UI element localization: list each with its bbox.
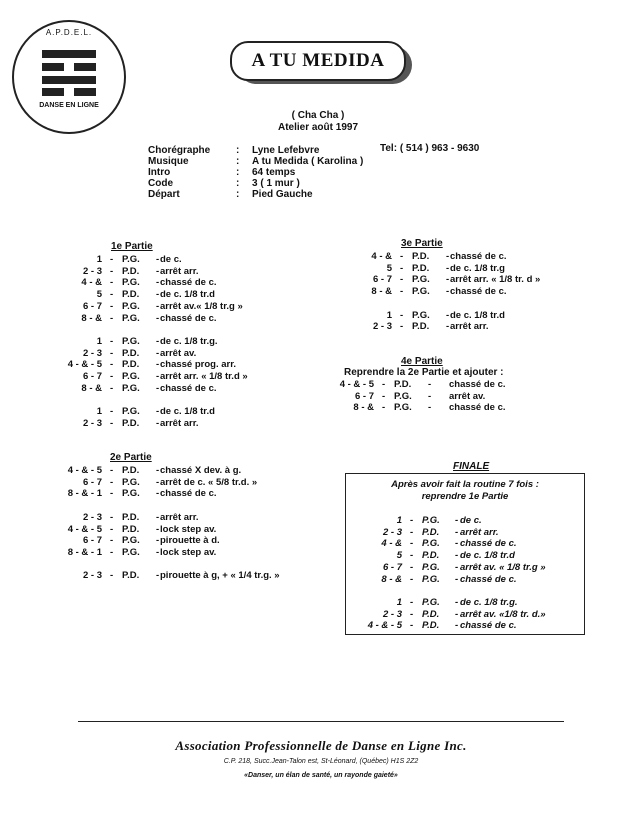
step-dash: - — [156, 289, 160, 301]
step-row — [312, 379, 572, 391]
step-row — [320, 515, 580, 527]
step-dash: - — [446, 321, 450, 333]
step-description: arrêt arr. — [450, 321, 489, 333]
step-dash: - — [156, 417, 160, 429]
step-row — [40, 371, 300, 383]
step-row — [330, 274, 590, 286]
step-foot: P.G. — [412, 286, 430, 298]
step-dash: - — [410, 608, 414, 620]
step-dash: - — [156, 406, 160, 418]
step-foot: P.D. — [122, 570, 140, 582]
step-count: 1 — [96, 335, 102, 347]
step-count: 1 — [96, 254, 102, 265]
step-description: de c. — [460, 515, 482, 526]
step-count: 1 — [396, 596, 402, 608]
step-description: chassé de c. — [160, 382, 217, 394]
step-dash: - — [455, 538, 459, 550]
step-row — [40, 289, 300, 301]
step-dash: - — [110, 523, 114, 535]
step-dash: - — [156, 382, 160, 394]
step-dash: - — [156, 546, 160, 558]
step-dash: - — [400, 321, 404, 333]
step-dash: - — [410, 550, 414, 562]
step-row — [330, 251, 590, 263]
step-dash: - — [110, 535, 114, 547]
step-description: chassé de c. — [449, 379, 506, 390]
step-dash: - — [110, 289, 114, 301]
step-count: 5 — [396, 550, 402, 562]
step-foot: P.G. — [422, 538, 440, 550]
step-foot: P.D. — [422, 550, 440, 562]
finale-note-1: Après avoir fait la routine 7 fois : — [391, 479, 539, 490]
step-row — [330, 321, 590, 333]
step-foot: P.G. — [412, 309, 430, 321]
step-row — [40, 547, 320, 559]
step-description: chassé X dev. à g. — [160, 465, 242, 476]
logo-mark-icon — [42, 50, 96, 96]
step-dash: - — [110, 359, 114, 371]
step-dash: - — [110, 300, 114, 312]
step-description: arrêt arr. « 1/8 tr.d » — [160, 371, 248, 382]
step-count: 8 - & - 1 — [67, 546, 102, 558]
step-foot: P.D. — [422, 620, 440, 632]
step-description: chassé de c. — [460, 620, 517, 632]
info-block — [148, 145, 388, 207]
info-value: 64 temps — [252, 167, 296, 178]
step-dash: - — [156, 465, 160, 476]
step-count: 2 - 3 — [82, 347, 102, 359]
step-dash: - — [446, 262, 450, 274]
step-description: arrêt arr. — [160, 417, 199, 429]
step-row — [40, 383, 300, 395]
info-label: Musique — [148, 156, 189, 167]
step-row — [40, 301, 300, 313]
step-count: 6 - 7 — [82, 300, 102, 312]
step-dash: - — [156, 254, 160, 265]
step-foot: P.G. — [122, 406, 140, 418]
step-count: 4 - & - 5 — [339, 379, 374, 390]
step-row — [40, 524, 320, 536]
step-description: arrêt av. «1/8 tr. d.» — [460, 608, 546, 620]
step-foot: P.D. — [122, 523, 140, 535]
step-dash: - — [156, 312, 160, 324]
step-foot: P.G. — [122, 535, 140, 547]
telephone: Tel: ( 514 ) 963 - 9630 — [380, 143, 480, 154]
step-dash: - — [156, 359, 160, 371]
step-description: arrêt av. « 1/8 tr.g » — [460, 561, 546, 573]
step-description: lock step av. — [160, 546, 217, 558]
step-foot: P.G. — [422, 573, 440, 585]
step-foot: P.D. — [412, 251, 430, 262]
step-count: 4 - & - 5 — [67, 465, 102, 476]
step-dash: - — [410, 515, 414, 526]
step-dash: - — [110, 265, 114, 277]
step-dash: - — [446, 274, 450, 286]
step-count: 5 — [96, 289, 102, 301]
step-description: de c. 1/8 tr.d — [160, 289, 215, 301]
info-colon: : — [236, 178, 240, 189]
step-foot: P.D. — [422, 608, 440, 620]
step-description: chassé de c. — [460, 573, 517, 585]
step-dash: - — [382, 390, 386, 402]
step-description: chassé de c. — [450, 251, 507, 262]
step-foot: P.G. — [394, 390, 412, 402]
association-address: C.P. 218, Succ.Jean-Talon est, St-Léonard, (Québec) H1S 2Z2 — [223, 758, 419, 765]
step-description: arrêt de c. « 5/8 tr.d. » — [160, 476, 258, 488]
step-dash: - — [156, 371, 160, 382]
step-foot: P.G. — [422, 596, 440, 608]
step-row — [320, 550, 580, 562]
step-row — [320, 562, 580, 574]
step-description: chassé de c. — [160, 488, 217, 500]
step-dash: - — [156, 300, 160, 312]
step-dash: - — [410, 538, 414, 550]
step-description: arrêt av. — [160, 347, 197, 359]
step-dash: - — [446, 251, 450, 262]
info-colon: : — [236, 156, 240, 167]
step-count: 1 — [396, 515, 402, 526]
info-value: A tu Medida ( Karolina ) — [252, 156, 364, 167]
step-dash: - — [156, 570, 160, 582]
step-row — [312, 402, 572, 414]
step-row — [320, 574, 580, 586]
step-foot: P.G. — [122, 382, 140, 394]
step-foot: P.G. — [122, 371, 140, 382]
step-row — [320, 527, 580, 539]
step-description: de c. — [160, 254, 182, 265]
step-count: 2 - 3 — [82, 417, 102, 429]
step-count: 2 - 3 — [82, 511, 102, 523]
finale-note-2: reprendre 1e Partie — [421, 491, 509, 502]
step-dash: - — [400, 286, 404, 298]
info-value: 3 ( 1 mur ) — [252, 178, 300, 189]
step-dash: - — [110, 371, 114, 382]
step-row — [40, 535, 320, 547]
step-dash: - — [110, 312, 114, 324]
step-foot: P.G. — [122, 546, 140, 558]
step-row — [40, 348, 300, 360]
step-count: 4 - & — [371, 251, 392, 262]
step-description: de c. 1/8 tr.g. — [160, 335, 218, 347]
step-description: de c. 1/8 tr.d — [160, 406, 215, 418]
part4-title: 4e Partie — [401, 356, 443, 367]
step-dash: - — [110, 570, 114, 582]
step-foot: P.D. — [122, 417, 140, 429]
step-description: de c. 1/8 tr.d — [450, 309, 505, 321]
step-count: 2 - 3 — [82, 570, 102, 582]
step-count: 4 - & - 5 — [367, 620, 402, 632]
step-count: 8 - & — [81, 382, 102, 394]
step-dash: - — [110, 277, 114, 289]
step-dash: - — [410, 620, 414, 632]
step-dash: - — [110, 417, 114, 429]
step-row — [330, 263, 590, 275]
step-row — [320, 620, 580, 632]
part3-title: 3e Partie — [401, 238, 443, 249]
step-count: 2 - 3 — [382, 608, 402, 620]
step-row — [40, 313, 300, 325]
step-count: 4 - & - 5 — [67, 523, 102, 535]
step-row — [320, 538, 580, 550]
step-count: 2 - 3 — [382, 526, 402, 538]
step-dash: - — [410, 561, 414, 573]
step-row — [40, 488, 320, 500]
step-count: 2 - 3 — [372, 321, 392, 333]
step-foot: P.D. — [122, 465, 140, 476]
step-row — [320, 609, 580, 621]
step-dash: - — [156, 511, 160, 523]
info-label: Intro — [148, 167, 171, 178]
step-row — [40, 359, 300, 371]
step-dash: - — [110, 465, 114, 476]
association-slogan: «Danser, un élan de santé, un rayonde gaieté» — [244, 772, 398, 779]
step-description: de c. 1/8 tr.g — [450, 262, 505, 274]
step-description: chassé prog. arr. — [160, 359, 237, 371]
step-dash: - — [428, 402, 432, 414]
step-foot: P.G. — [122, 300, 140, 312]
step-dash: - — [455, 561, 459, 573]
step-description: arrêt arr. « 1/8 tr. d » — [450, 274, 541, 286]
step-foot: P.D. — [412, 262, 430, 274]
step-foot: P.G. — [122, 312, 140, 324]
step-dash: - — [446, 286, 450, 298]
logo-bottom-text: DANSE EN LIGNE — [39, 102, 99, 109]
step-dash: - — [156, 523, 160, 535]
step-description: de c. 1/8 tr.d — [460, 550, 515, 562]
step-count: 1 — [96, 406, 102, 418]
step-dash: - — [156, 476, 160, 488]
dance-title: A TU MEDIDA — [251, 50, 385, 71]
step-row — [312, 391, 572, 403]
step-row — [40, 512, 320, 524]
step-dash: - — [455, 596, 459, 608]
step-foot: P.G. — [394, 402, 412, 414]
step-dash: - — [156, 488, 160, 500]
step-description: lock step av. — [160, 523, 217, 535]
step-row — [40, 254, 300, 266]
step-count: 8 - & — [371, 286, 392, 298]
step-foot: P.G. — [122, 277, 140, 289]
step-dash: - — [156, 535, 160, 547]
step-count: 6 - 7 — [354, 390, 374, 402]
step-count: 6 - 7 — [82, 371, 102, 382]
part4-note: Reprendre la 2e Partie et ajouter : — [344, 367, 504, 378]
step-dash: - — [400, 309, 404, 321]
step-dash: - — [110, 347, 114, 359]
step-dash: - — [156, 335, 160, 347]
step-dash: - — [156, 265, 160, 277]
step-dash: - — [446, 309, 450, 321]
step-description: chassé de c. — [460, 538, 517, 550]
step-dash: - — [110, 511, 114, 523]
step-row — [40, 465, 320, 477]
part2-title: 2e Partie — [110, 452, 152, 463]
step-foot: P.G. — [122, 254, 140, 265]
part1-title: 1e Partie — [111, 241, 153, 252]
step-description: de c. 1/8 tr.g. — [460, 596, 518, 608]
step-row — [40, 406, 300, 418]
step-count: 4 - & — [381, 538, 402, 550]
finale-title: FINALE — [453, 461, 490, 472]
step-row — [40, 277, 300, 289]
step-foot: P.D. — [122, 359, 140, 371]
step-count: 8 - & - 1 — [67, 488, 102, 500]
info-label: Départ — [148, 189, 180, 200]
step-dash: - — [410, 596, 414, 608]
step-foot: P.G. — [122, 488, 140, 500]
title-banner — [230, 41, 406, 81]
step-dash: - — [455, 550, 459, 562]
step-foot: P.G. — [422, 561, 440, 573]
step-dash: - — [428, 390, 432, 402]
step-foot: P.D. — [422, 526, 440, 538]
step-dash: - — [110, 254, 114, 265]
step-row — [40, 477, 320, 489]
footer-divider — [78, 721, 564, 722]
step-row — [330, 310, 590, 322]
step-dash: - — [455, 608, 459, 620]
step-description: arrêt arr. — [460, 526, 499, 538]
step-dash: - — [156, 347, 160, 359]
step-foot: P.D. — [122, 289, 140, 301]
step-row — [40, 266, 300, 278]
step-dash: - — [382, 402, 386, 414]
info-value: Lyne Lefebvre — [252, 145, 320, 156]
step-dash: - — [110, 335, 114, 347]
step-description: arrêt arr. — [160, 265, 199, 277]
step-count: 5 — [386, 262, 392, 274]
apdel-logo — [12, 20, 126, 134]
step-dash: - — [410, 526, 414, 538]
info-colon: : — [236, 189, 240, 200]
step-description: pirouette à d. — [160, 535, 220, 547]
step-foot: P.G. — [122, 476, 140, 488]
step-dash: - — [455, 526, 459, 538]
step-dash: - — [455, 620, 459, 632]
association-name: Association Professionnelle de Danse en Ligne Inc. — [175, 738, 467, 753]
step-dash: - — [400, 262, 404, 274]
step-foot: P.G. — [422, 515, 440, 526]
step-count: 8 - & — [353, 402, 374, 414]
step-dash: - — [110, 406, 114, 418]
step-description: arrêt arr. — [160, 511, 199, 523]
step-count: 2 - 3 — [82, 265, 102, 277]
step-count: 6 - 7 — [82, 535, 102, 547]
step-description: pirouette à g, + « 1/4 tr.g. » — [160, 570, 280, 582]
step-dash: - — [410, 573, 414, 585]
step-dash: - — [455, 515, 459, 526]
logo-top-text: A.P.D.E.L. — [45, 28, 93, 37]
info-colon: : — [236, 167, 240, 178]
step-dash: - — [382, 379, 386, 390]
step-count: 4 - & — [81, 277, 102, 289]
step-foot: P.D. — [122, 347, 140, 359]
step-dash: - — [400, 251, 404, 262]
step-dash: - — [110, 382, 114, 394]
step-description: chassé de c. — [160, 312, 217, 324]
step-count: 6 - 7 — [382, 561, 402, 573]
step-description: arrêt av.« 1/8 tr.g » — [160, 300, 243, 312]
step-description: arrêt av. — [449, 390, 486, 402]
step-row — [330, 286, 590, 298]
step-count: 8 - & — [381, 573, 402, 585]
step-dash: - — [110, 476, 114, 488]
step-description: chassé de c. — [160, 277, 217, 289]
step-count: 8 - & — [81, 312, 102, 324]
step-row — [40, 418, 300, 430]
step-foot: P.D. — [122, 511, 140, 523]
step-count: 6 - 7 — [82, 476, 102, 488]
step-count: 6 - 7 — [372, 274, 392, 286]
dance-style: ( Cha Cha ) — [291, 110, 345, 121]
step-dash: - — [110, 546, 114, 558]
step-foot: P.G. — [122, 335, 140, 347]
workshop-date: Atelier août 1997 — [277, 122, 359, 133]
step-foot: P.D. — [412, 321, 430, 333]
step-row — [320, 597, 580, 609]
info-label: Chorégraphe — [148, 145, 211, 156]
info-label: Code — [148, 178, 173, 189]
step-dash: - — [156, 277, 160, 289]
step-dash: - — [455, 573, 459, 585]
step-description: chassé de c. — [450, 286, 507, 298]
step-foot: P.G. — [412, 274, 430, 286]
info-value: Pied Gauche — [252, 189, 313, 200]
step-foot: P.D. — [394, 379, 412, 390]
step-count: 1 — [386, 309, 392, 321]
info-colon: : — [236, 145, 240, 156]
step-count: 4 - & - 5 — [67, 359, 102, 371]
step-row — [40, 570, 320, 582]
step-dash: - — [110, 488, 114, 500]
step-dash: - — [428, 379, 432, 390]
step-foot: P.D. — [122, 265, 140, 277]
step-dash: - — [400, 274, 404, 286]
step-row — [40, 336, 300, 348]
step-description: chassé de c. — [449, 402, 506, 414]
